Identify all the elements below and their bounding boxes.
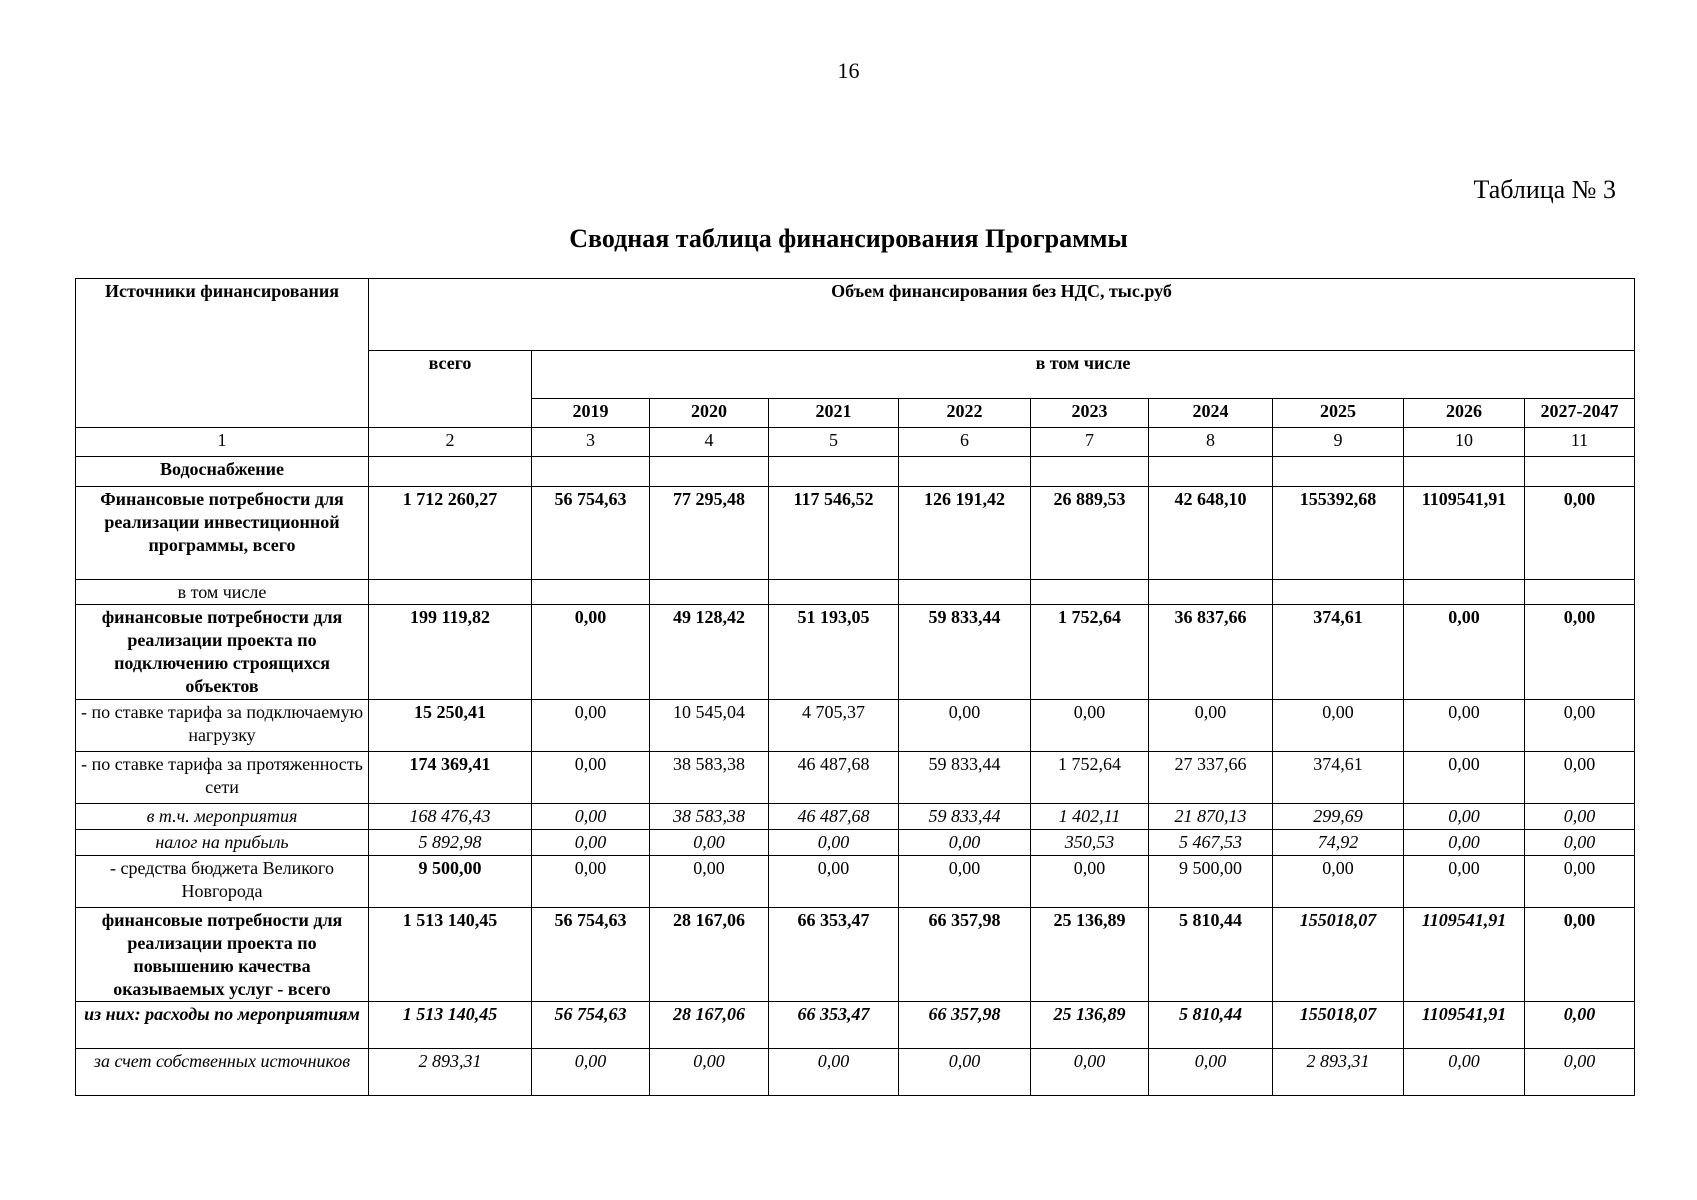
row-label: из них: расходы по мероприятиям: [76, 1002, 369, 1049]
row-label: в том числе: [76, 580, 369, 605]
cell-value: 0,00: [532, 700, 650, 752]
cell-value: 0,00: [1525, 804, 1635, 830]
cell-value: 25 136,89: [1031, 908, 1149, 1002]
cell-value: 42 648,10: [1149, 487, 1273, 580]
cell-total: 168 476,43: [369, 804, 532, 830]
cell-value: 155392,68: [1273, 487, 1404, 580]
table-row: [76, 908, 1635, 1002]
cell-value: 9 500,00: [1149, 856, 1273, 908]
table-row: [76, 856, 1635, 908]
cell-value: 155018,07: [1273, 908, 1404, 1002]
cell-value: 0,00: [1404, 752, 1525, 804]
header-year: 2026: [1404, 399, 1525, 428]
cell-value: 0,00: [1404, 700, 1525, 752]
row-label: - по ставке тарифа за протяженность сети: [76, 752, 369, 804]
cell-value: 374,61: [1273, 605, 1404, 700]
cell-value: 0,00: [1404, 830, 1525, 856]
cell-value: 0,00: [769, 830, 899, 856]
row-label: финансовые потребности для реализации проекта по повышению качества оказываемых услуг - всего: [76, 908, 369, 1002]
cell-value: 66 357,98: [899, 908, 1031, 1002]
cell-total: 9 500,00: [369, 856, 532, 908]
cell-value: 299,69: [1273, 804, 1404, 830]
cell-total: 1 513 140,45: [369, 1002, 532, 1049]
cell-value: 66 353,47: [769, 1002, 899, 1049]
cell-value: 1109541,91: [1404, 1002, 1525, 1049]
cell-value: 0,00: [1525, 605, 1635, 700]
cell-value: 0,00: [899, 1049, 1031, 1096]
cell-value: 66 353,47: [769, 908, 899, 1002]
cell-total: 15 250,41: [369, 700, 532, 752]
financing-table: [75, 278, 1635, 1096]
header-year: 2025: [1273, 399, 1404, 428]
table-row: [76, 580, 1635, 605]
cell-value: 0,00: [1149, 700, 1273, 752]
cell-value: 0,00: [1404, 605, 1525, 700]
cell-value: 66 357,98: [899, 1002, 1031, 1049]
column-number: 6: [899, 428, 1031, 457]
header-volume: Объем финансирования без НДС, тыс.руб: [369, 279, 1635, 351]
cell-value: 59 833,44: [899, 605, 1031, 700]
cell-value: 0,00: [532, 752, 650, 804]
cell-value: 25 136,89: [1031, 1002, 1149, 1049]
cell-value: 155018,07: [1273, 1002, 1404, 1049]
table-row: [76, 487, 1635, 580]
row-label: финансовые потребности для реализации проекта по подключению строящихся объектов: [76, 605, 369, 700]
table-row: [76, 700, 1635, 752]
cell-value: 46 487,68: [769, 804, 899, 830]
cell-value: 0,00: [1525, 830, 1635, 856]
cell-value: 27 337,66: [1149, 752, 1273, 804]
cell-value: 0,00: [1031, 700, 1149, 752]
header-year: 2019: [532, 399, 650, 428]
column-number: 4: [650, 428, 769, 457]
section-row: [76, 457, 1635, 487]
header-year: 2020: [650, 399, 769, 428]
cell-value: 56 754,63: [532, 487, 650, 580]
cell-value: 0,00: [899, 856, 1031, 908]
table-row: [76, 1049, 1635, 1096]
cell-value: 5 810,44: [1149, 1002, 1273, 1049]
cell-value: 77 295,48: [650, 487, 769, 580]
cell-value: 0,00: [1404, 1049, 1525, 1096]
cell-value: 0,00: [532, 605, 650, 700]
cell-value: 0,00: [1525, 856, 1635, 908]
table-row: [76, 1002, 1635, 1049]
cell-value: 59 833,44: [899, 804, 1031, 830]
cell-value: 0,00: [1525, 908, 1635, 1002]
cell-value: 56 754,63: [532, 908, 650, 1002]
cell-value: 0,00: [650, 1049, 769, 1096]
header-sources: Источники финансирования: [76, 279, 369, 428]
table-row: [76, 752, 1635, 804]
cell-value: 1 752,64: [1031, 605, 1149, 700]
table-row: [76, 804, 1635, 830]
section-label: Водоснабжение: [76, 457, 369, 487]
cell-value: 38 583,38: [650, 804, 769, 830]
cell-value: 350,53: [1031, 830, 1149, 856]
cell-value: 117 546,52: [769, 487, 899, 580]
table-label: Таблица № 3: [1473, 175, 1616, 204]
cell-value: 0,00: [532, 856, 650, 908]
header-year: 2023: [1031, 399, 1149, 428]
cell-value: 0,00: [769, 1049, 899, 1096]
cell-value: 0,00: [1273, 700, 1404, 752]
cell-value: 21 870,13: [1149, 804, 1273, 830]
header-year: 2024: [1149, 399, 1273, 428]
cell-value: 5 810,44: [1149, 908, 1273, 1002]
cell-value: 0,00: [769, 856, 899, 908]
cell-value: 0,00: [1525, 1002, 1635, 1049]
cell-value: 0,00: [532, 1049, 650, 1096]
cell-value: 0,00: [1404, 856, 1525, 908]
row-label: - по ставке тарифа за подключаемую нагрузку: [76, 700, 369, 752]
cell-value: 56 754,63: [532, 1002, 650, 1049]
cell-value: 0,00: [1525, 700, 1635, 752]
cell-total: 1 513 140,45: [369, 908, 532, 1002]
cell-value: 46 487,68: [769, 752, 899, 804]
cell-value: 51 193,05: [769, 605, 899, 700]
cell-value: 1109541,91: [1404, 487, 1525, 580]
cell-value: 0,00: [532, 804, 650, 830]
cell-value: 49 128,42: [650, 605, 769, 700]
cell-value: 0,00: [1404, 804, 1525, 830]
column-number: 3: [532, 428, 650, 457]
cell-value: 0,00: [1031, 1049, 1149, 1096]
cell-value: 126 191,42: [899, 487, 1031, 580]
header-year: 2021: [769, 399, 899, 428]
cell-value: 0,00: [1525, 487, 1635, 580]
row-label: налог на прибыль: [76, 830, 369, 856]
cell-value: 374,61: [1273, 752, 1404, 804]
header-including: в том числе: [532, 351, 1635, 399]
cell-value: 1109541,91: [1404, 908, 1525, 1002]
column-number: 9: [1273, 428, 1404, 457]
cell-total: 199 119,82: [369, 605, 532, 700]
cell-value: 26 889,53: [1031, 487, 1149, 580]
cell-value: 1 752,64: [1031, 752, 1149, 804]
cell-value: 38 583,38: [650, 752, 769, 804]
cell-value: 2 893,31: [1273, 1049, 1404, 1096]
cell-total: 5 892,98: [369, 830, 532, 856]
column-number: 5: [769, 428, 899, 457]
cell-value: 0,00: [1031, 856, 1149, 908]
cell-value: 74,92: [1273, 830, 1404, 856]
cell-value: 28 167,06: [650, 1002, 769, 1049]
column-number-row: [76, 428, 1635, 457]
cell-value: 1 402,11: [1031, 804, 1149, 830]
cell-value: 0,00: [1525, 752, 1635, 804]
column-number: 8: [1149, 428, 1273, 457]
cell-value: 0,00: [1525, 1049, 1635, 1096]
row-label: Финансовые потребности для реализации инвестиционной программы, всего: [76, 487, 369, 580]
column-number: 2: [369, 428, 532, 457]
cell-value: 28 167,06: [650, 908, 769, 1002]
header-year: 2027-2047: [1525, 399, 1635, 428]
cell-value: 10 545,04: [650, 700, 769, 752]
row-label: - средства бюджета Великого Новгорода: [76, 856, 369, 908]
cell-value: 4 705,37: [769, 700, 899, 752]
document-title: Сводная таблица финансирования Программы: [569, 224, 1128, 253]
column-number: 10: [1404, 428, 1525, 457]
cell-value: 0,00: [532, 830, 650, 856]
column-number: 7: [1031, 428, 1149, 457]
cell-value: 5 467,53: [1149, 830, 1273, 856]
header-total: всего: [369, 351, 532, 428]
table-row: [76, 830, 1635, 856]
column-number: 11: [1525, 428, 1635, 457]
table-row: [76, 605, 1635, 700]
header-year: 2022: [899, 399, 1031, 428]
cell-total: 2 893,31: [369, 1049, 532, 1096]
cell-value: 0,00: [1149, 1049, 1273, 1096]
cell-total: 1 712 260,27: [369, 487, 532, 580]
row-label: за счет собственных источников: [76, 1049, 369, 1096]
cell-value: 0,00: [899, 830, 1031, 856]
page-number: 16: [837, 58, 860, 83]
row-label: в т.ч. мероприятия: [76, 804, 369, 830]
cell-value: 0,00: [1273, 856, 1404, 908]
cell-value: 36 837,66: [1149, 605, 1273, 700]
cell-value: 0,00: [899, 700, 1031, 752]
cell-total: 174 369,41: [369, 752, 532, 804]
cell-value: 0,00: [650, 830, 769, 856]
cell-value: 0,00: [650, 856, 769, 908]
column-number: 1: [76, 428, 369, 457]
cell-value: 59 833,44: [899, 752, 1031, 804]
